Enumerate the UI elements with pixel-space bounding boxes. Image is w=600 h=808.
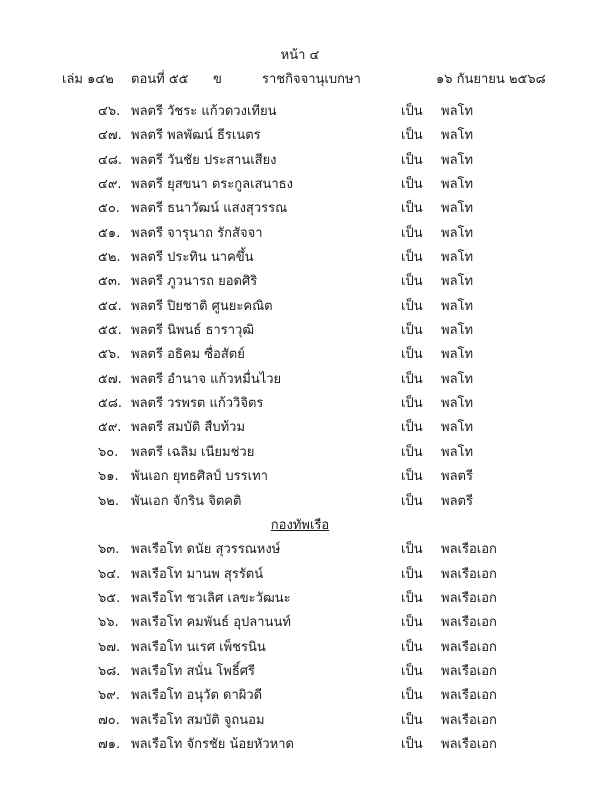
list-item <box>0 267 600 291</box>
item-number: ๕๓. <box>98 274 121 290</box>
new-rank: พลเรือเอก <box>441 736 497 752</box>
new-rank: พลเรือเอก <box>441 688 497 704</box>
person-name: พลตรี วันชัย ประสานเสียง <box>131 152 277 168</box>
new-rank: พลโท <box>441 347 474 363</box>
item-number: ๕๗. <box>98 371 122 387</box>
item-number: ๔๖. <box>98 104 121 119</box>
gazette-title: ราชกิจจานุเบกษา <box>262 72 361 87</box>
item-number: ๖๐. <box>98 444 119 460</box>
list-item <box>0 438 600 462</box>
person-name: พลตรี จารุนาถ รักสัจจา <box>131 225 263 241</box>
volume-label: เล่ม ๑๔๒ <box>62 72 114 87</box>
person-name: พลเรือโท คมพันธ์ อุปลานนท์ <box>131 615 291 631</box>
list-item <box>0 316 600 340</box>
new-rank: พลโท <box>441 201 474 217</box>
list-item <box>0 560 600 584</box>
item-number: ๖๙. <box>98 688 120 704</box>
list-item <box>0 97 600 121</box>
appointed-as: เป็น <box>401 128 423 144</box>
item-number: ๕๕. <box>98 323 122 339</box>
new-rank: พลตรี <box>441 469 473 485</box>
person-name: พลตรี ยุสขนา ตระกูลเสนาธง <box>131 177 293 193</box>
list-item <box>0 292 600 316</box>
item-number: ๕๐. <box>98 201 120 217</box>
new-rank: พลโท <box>441 152 474 168</box>
new-rank: พลโท <box>441 298 474 314</box>
appointed-as: เป็น <box>401 298 423 314</box>
list-item <box>0 146 600 170</box>
new-rank: พลโท <box>441 128 474 144</box>
appointed-as: เป็น <box>401 663 423 679</box>
item-number: ๕๘. <box>98 396 123 412</box>
item-number: ๗๐. <box>98 712 120 728</box>
person-name: พลตรี อำนาจ แก้วหมื่นไวย <box>131 371 282 387</box>
item-number: ๔๗. <box>98 128 122 144</box>
person-name: พันเอก จักริน จิตคติ <box>131 493 242 509</box>
new-rank: พลโท <box>441 274 474 290</box>
new-rank: พลเรือเอก <box>441 712 497 728</box>
new-rank: พลโท <box>441 396 474 412</box>
new-rank: พลตรี <box>441 493 473 509</box>
list-item <box>0 633 600 657</box>
person-name: พลตรี อธิคม ซื่อสัตย์ <box>131 347 245 363</box>
new-rank: พลเรือเอก <box>441 566 497 582</box>
appointed-as: เป็น <box>401 201 423 217</box>
appointed-as: เป็น <box>401 566 423 582</box>
list-item <box>0 340 600 364</box>
appointed-as: เป็น <box>401 225 423 241</box>
new-rank: พลเรือเอก <box>441 590 497 606</box>
item-number: ๕๙. <box>98 420 122 436</box>
appointed-as: เป็น <box>401 323 423 339</box>
person-name: พลตรี ธนาวัฒน์ แสงสุวรรณ <box>131 201 288 217</box>
new-rank: พลเรือเอก <box>441 615 497 631</box>
list-item <box>0 170 600 194</box>
appointed-as: เป็น <box>401 688 423 704</box>
appointed-as: เป็น <box>401 493 423 509</box>
new-rank: พลโท <box>441 420 474 436</box>
appointed-as: เป็น <box>401 639 423 655</box>
item-number: ๖๕. <box>98 590 121 606</box>
part-label: ตอนที่ ๕๕ <box>131 72 189 87</box>
appointed-as: เป็น <box>401 590 423 606</box>
appointment-list <box>0 97 600 754</box>
appointed-as: เป็น <box>401 736 423 752</box>
list-item <box>0 243 600 267</box>
item-number: ๗๑. <box>98 736 121 752</box>
list-item <box>0 219 600 243</box>
person-name: พลตรี สมบัติ สืบท้วม <box>131 420 246 436</box>
new-rank: พลโท <box>441 250 474 266</box>
person-name: พลตรี เฉลิม เนียมช่วย <box>131 444 255 460</box>
new-rank: พลโท <box>441 371 474 387</box>
person-name: พลเรือโท สมบัติ จูถนอม <box>131 712 265 728</box>
person-name: พลตรี ปิยชาติ ศูนยะคณิต <box>131 298 273 314</box>
appointed-as: เป็น <box>401 371 423 387</box>
list-item <box>0 657 600 681</box>
item-number: ๕๒. <box>98 250 121 266</box>
new-rank: พลเรือเอก <box>441 663 497 679</box>
list-item <box>0 608 600 632</box>
list-item <box>0 681 600 705</box>
person-name: พลเรือโท จักรชัย น้อยหัวหาด <box>131 736 294 752</box>
item-number: ๕๑. <box>98 225 121 241</box>
new-rank: พลเรือเอก <box>441 542 497 558</box>
person-name: พลเรือโท นเรศ เพ็ชรนิน <box>131 639 266 655</box>
item-number: ๖๔. <box>98 566 121 582</box>
list-item <box>0 121 600 145</box>
list-item <box>0 487 600 511</box>
appointed-as: เป็น <box>401 152 423 168</box>
appointed-as: เป็น <box>401 396 423 412</box>
item-number: ๖๒. <box>98 493 119 509</box>
person-name: พันเอก ยุทธศิลป์ บรรเทา <box>131 469 268 485</box>
person-name: พลเรือโท สนั่น โพธิ์ศรี <box>131 663 256 679</box>
person-name: พลตรี วัชระ แก้วดวงเทียน <box>131 104 277 119</box>
person-name: พลเรือโท มานพ สุรรัตน์ <box>131 566 264 582</box>
person-name: พลตรี วรพรต แก้ววิจิตร <box>131 396 264 412</box>
new-rank: พลโท <box>441 225 474 241</box>
appointed-as: เป็น <box>401 177 423 193</box>
list-item <box>0 413 600 437</box>
person-name: พลตรี ประทิน นาคขึ้น <box>131 250 254 266</box>
item-number: ๖๓. <box>98 542 120 558</box>
person-name: พลเรือโท อนุวัต ดาผิวดี <box>131 688 263 704</box>
new-rank: พลโท <box>441 444 474 460</box>
appointed-as: เป็น <box>401 712 423 728</box>
list-item <box>0 365 600 389</box>
item-number: ๖๑. <box>98 469 119 485</box>
item-number: ๖๘. <box>98 663 121 679</box>
item-number: ๖๗. <box>98 639 121 655</box>
list-item <box>0 584 600 608</box>
issue-date: ๑๖ กันยายน ๒๕๖๘ <box>436 72 546 87</box>
section-heading <box>0 511 600 535</box>
list-item <box>0 194 600 218</box>
appointed-as: เป็น <box>401 444 423 460</box>
appointed-as: เป็น <box>401 274 423 290</box>
appointed-as: เป็น <box>401 347 423 363</box>
person-name: พลตรี พลพัฒน์ ธีรเนตร <box>131 128 261 144</box>
appointed-as: เป็น <box>401 104 423 119</box>
appointed-as: เป็น <box>401 542 423 558</box>
list-item <box>0 535 600 559</box>
person-name: พลตรี ภูวนารถ ยอดศิริ <box>131 274 258 290</box>
list-item <box>0 730 600 754</box>
item-number: ๕๖. <box>98 347 121 363</box>
new-rank: พลเรือเอก <box>441 639 497 655</box>
list-item <box>0 389 600 413</box>
section-title: กองทัพเรือ <box>270 517 330 533</box>
appointed-as: เป็น <box>401 615 423 631</box>
appointed-as: เป็น <box>401 420 423 436</box>
item-number: ๔๙. <box>98 177 122 193</box>
new-rank: พลโท <box>441 104 474 119</box>
appointed-as: เป็น <box>401 469 423 485</box>
person-name: พลเรือโท ดนัย สุวรรณหงษ์ <box>131 542 281 558</box>
section-label: ข <box>213 72 222 87</box>
appointed-as: เป็น <box>401 250 423 266</box>
list-item <box>0 462 600 486</box>
item-number: ๔๘. <box>98 152 123 168</box>
person-name: พลตรี นิพนธ์ ธาราวุฒิ <box>131 323 255 339</box>
new-rank: พลโท <box>441 177 474 193</box>
item-number: ๖๖. <box>98 615 119 631</box>
person-name: พลเรือโท ชวเลิศ เลขะวัฒนะ <box>131 590 291 606</box>
list-item <box>0 706 600 730</box>
page-number: หน้า ๔ <box>280 48 320 63</box>
new-rank: พลโท <box>441 323 474 339</box>
item-number: ๕๔. <box>98 298 122 314</box>
